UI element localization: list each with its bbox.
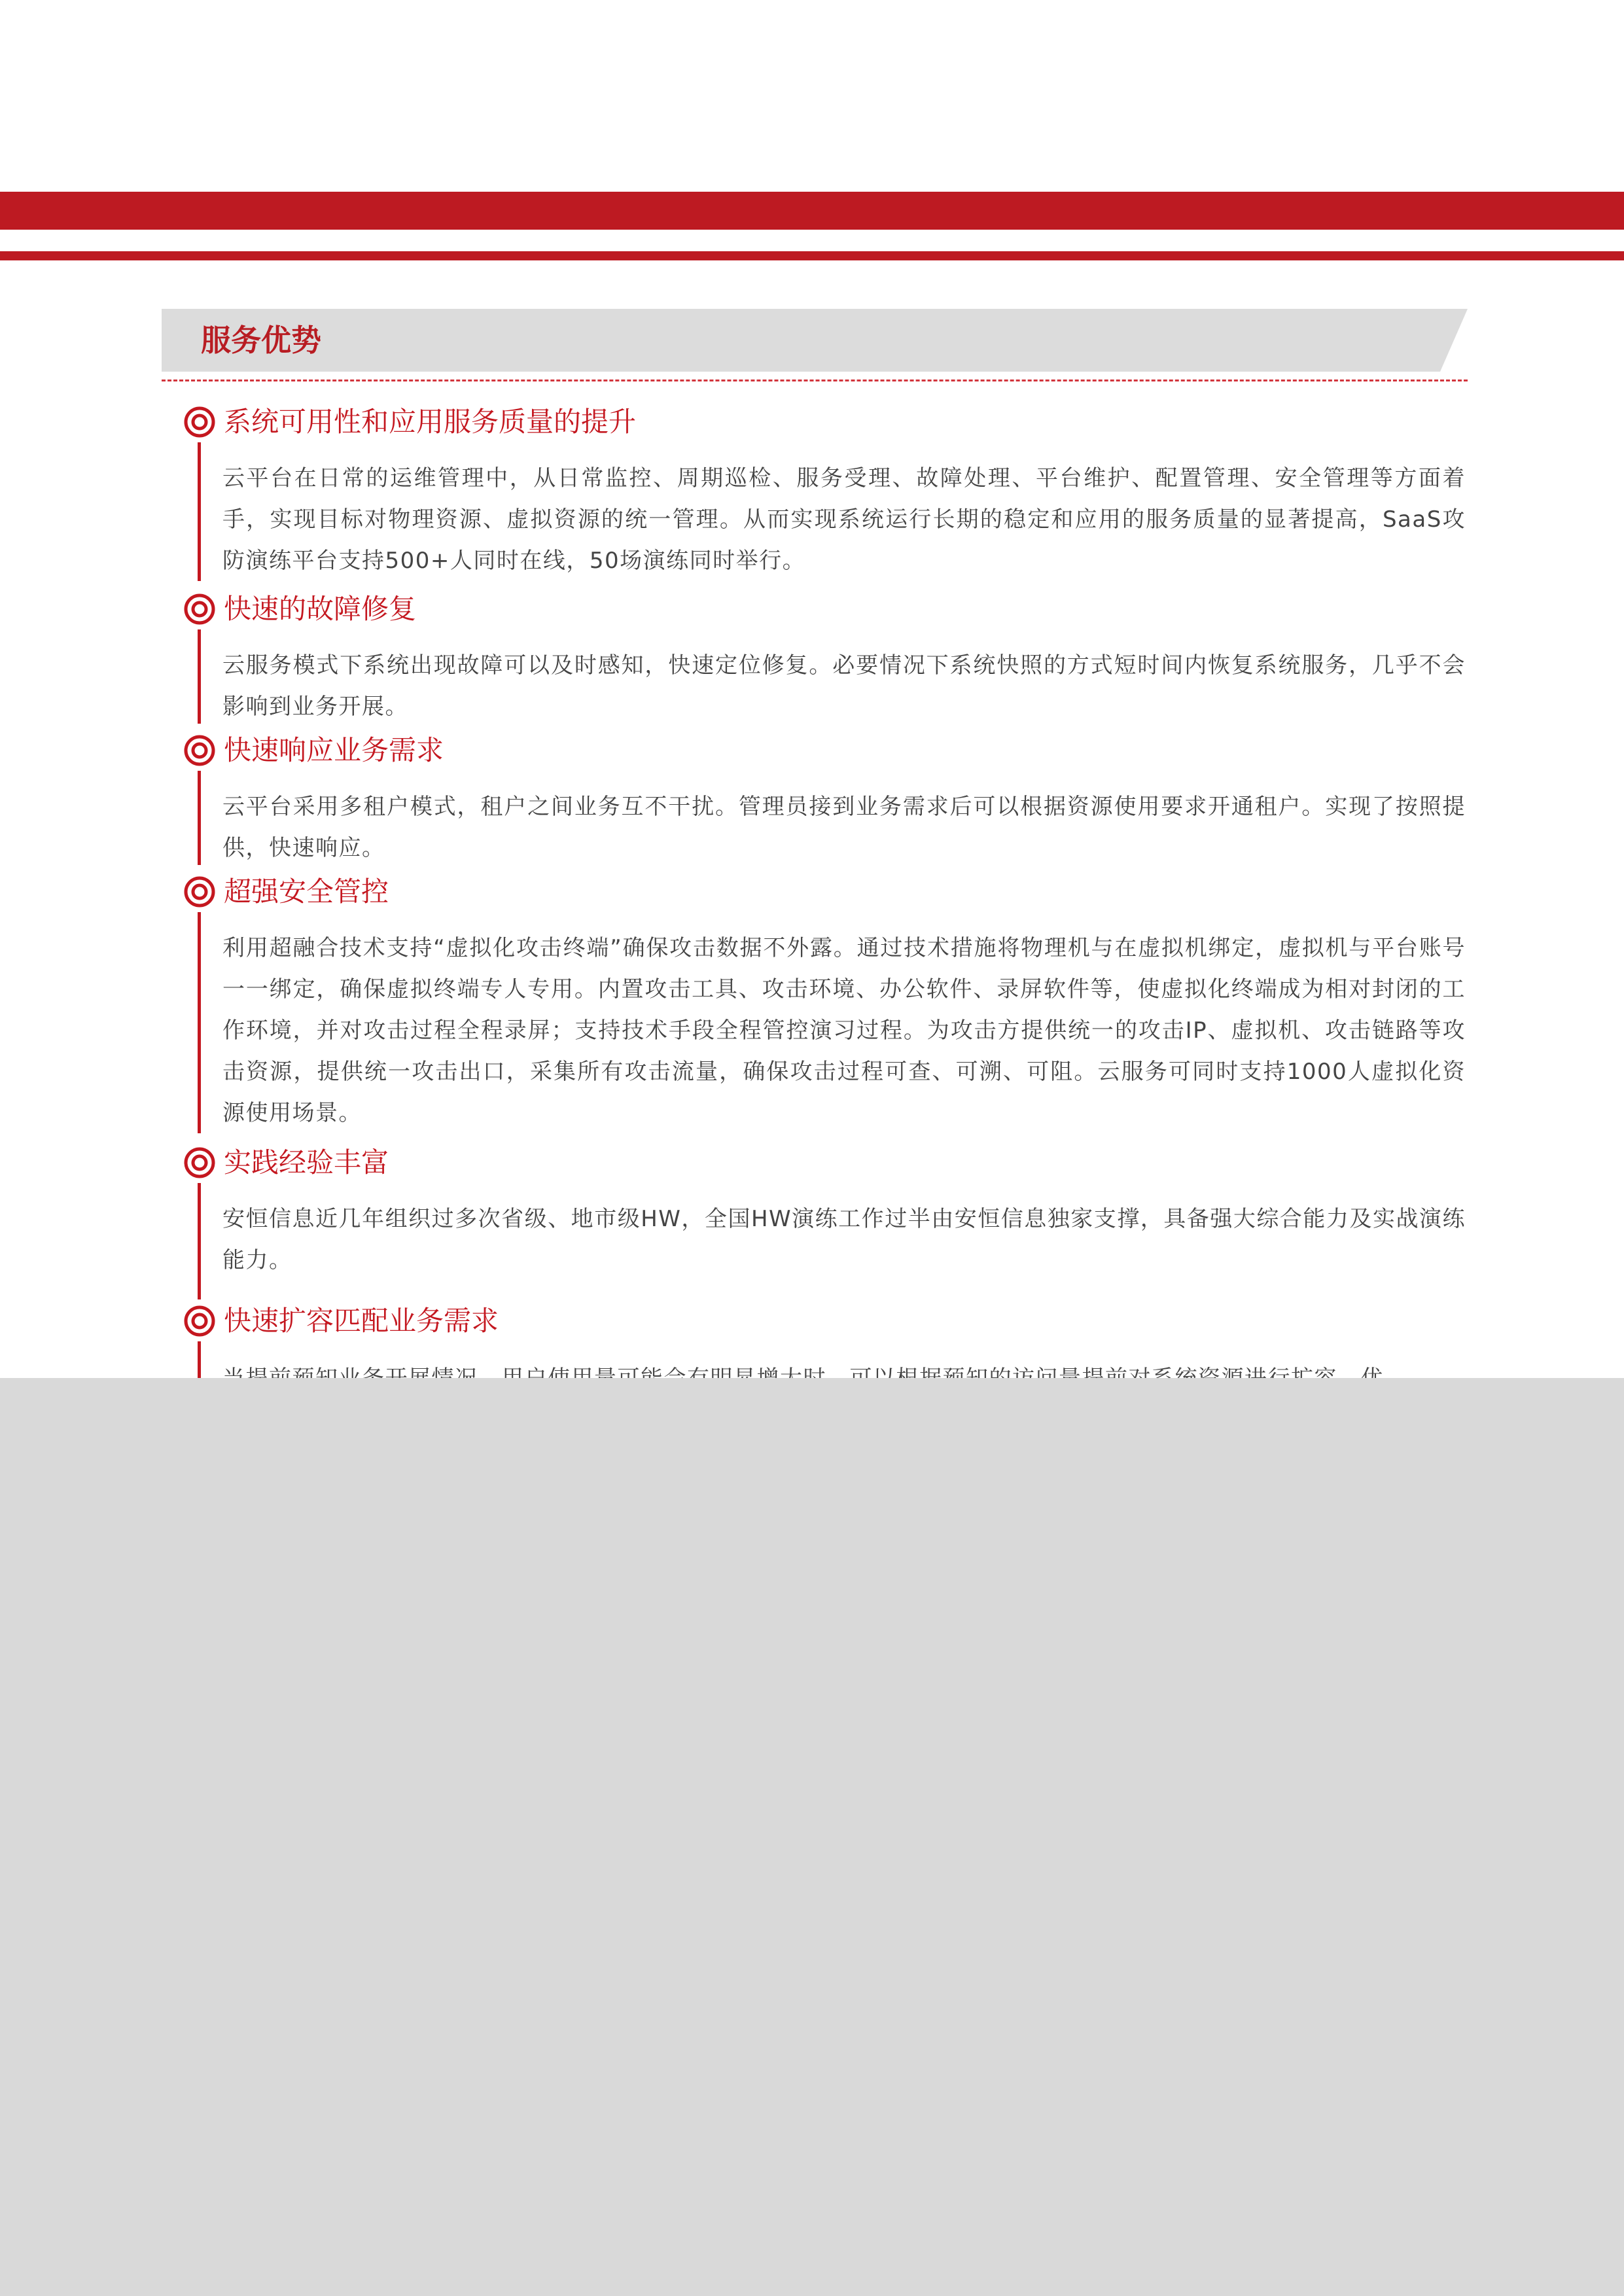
header-red-band	[0, 192, 1624, 230]
double-circle-icon	[183, 1305, 216, 1337]
section-body: 安恒信息近几年组织过多次省级、地市级HW，全国HW演练工作过半由安恒信息独家支撑，具备强大综合能力及实战演练能力。	[222, 1206, 1466, 1273]
section-title-bar	[162, 309, 1468, 372]
section-body: 利用超融合技术支持“虚拟化攻击终端”确保攻击数据不外露。通过技术措施将物理机与在虚拟机绑定，虚拟机与平台账号一一绑定，确保虚拟终端专人专用。内置攻击工具、攻击环境、办公软件、录屏软件等，使虚拟化终端成为相对封闭的工作环境，并对攻击过程全程录屏；支持技术手段全程管控演习过程。为攻击方提供统一的攻击IP、虚拟机、攻击链路等攻击资源，提供统一攻击出口，采集所有攻击流量，确保攻击过程可查、可溯、可阻。云服务可同时支持1000人虚拟化资源使用场景。	[222, 935, 1466, 1126]
section-heading: 实践经验丰富	[224, 1146, 389, 1178]
advantage-section-experience	[183, 1146, 1470, 1303]
section-vertical-rule	[198, 912, 201, 1133]
advantage-section-security-control	[183, 875, 1470, 1144]
double-circle-icon	[183, 406, 216, 438]
section-heading: 超强安全管控	[224, 875, 389, 908]
page-title: 服务优势	[201, 323, 321, 358]
section-body: 云平台采用多租户模式，租户之间业务互不干扰。管理员接到业务需求后可以根据资源使用要求开通租户。实现了按照提供，快速响应。	[222, 794, 1466, 861]
section-vertical-rule	[198, 629, 201, 724]
advantage-section-fast-response	[183, 734, 1470, 869]
section-vertical-rule	[198, 771, 201, 865]
advantage-section-availability	[183, 406, 1470, 581]
section-body: 云服务模式下系统出现故障可以及时感知，快速定位修复。必要情况下系统快照的方式短时间内恢复系统服务，几乎不会影响到业务开展。	[222, 652, 1466, 720]
double-circle-icon	[183, 593, 216, 626]
section-body: 云平台在日常的运维管理中，从日常监控、周期巡检、服务受理、故障处理、平台维护、配置管理、安全管理等方面着手，实现目标对物理资源、虚拟资源的统一管理。从而实现系统运行长期的稳定和应用的服务质量的显著提高，SaaS攻防演练平台支持500+人同时在线，50场演练同时举行。	[222, 465, 1466, 574]
double-circle-icon	[183, 1146, 216, 1179]
advantage-section-fault-repair	[183, 593, 1470, 728]
double-circle-icon	[183, 875, 216, 908]
section-heading: 快速扩容匹配业务需求	[224, 1305, 499, 1337]
header-red-stripe	[0, 251, 1624, 260]
double-circle-icon	[183, 734, 216, 767]
section-heading: 快速响应业务需求	[224, 734, 444, 766]
section-heading: 系统可用性和应用服务质量的提升	[224, 406, 637, 438]
section-vertical-rule	[198, 1183, 201, 1299]
section-vertical-rule	[198, 442, 201, 581]
section-heading: 快速的故障修复	[224, 593, 417, 625]
title-corner-decoration	[1428, 309, 1468, 372]
title-dashed-divider	[162, 380, 1468, 381]
gray-page-background	[0, 1378, 1624, 2296]
